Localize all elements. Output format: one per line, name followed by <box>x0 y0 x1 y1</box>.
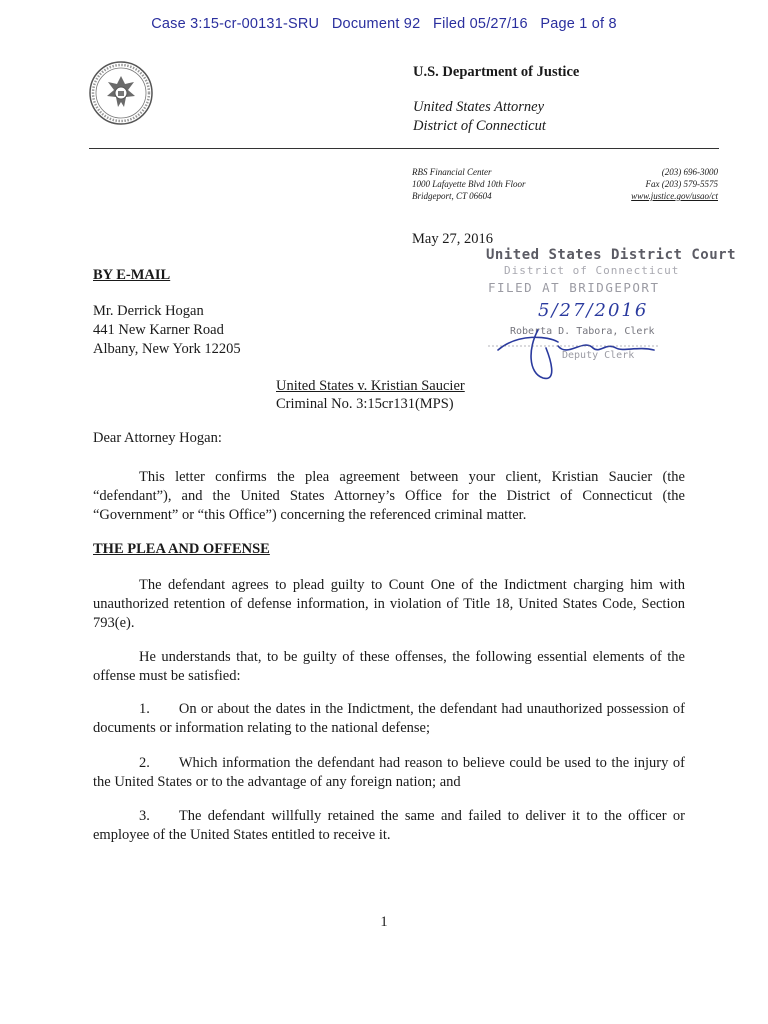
letterhead-divider <box>89 148 719 149</box>
recipient-address <box>93 302 241 359</box>
stamp-court-name: United States District Court <box>486 247 737 263</box>
clerk-signature-icon <box>488 328 658 388</box>
case-caption <box>276 377 465 413</box>
case-name: United States v. Kristian Saucier <box>276 378 465 394</box>
ecf-filing-header: Case 3:15-cr-00131-SRU Document 92 Filed 05/27/16 Page 1 of 8 <box>151 16 617 32</box>
stamp-district: District of Connecticut <box>504 264 680 277</box>
salutation: Dear Attorney Hogan: <box>93 430 222 446</box>
address-building: RBS Financial Center <box>412 167 492 177</box>
office-contact <box>560 166 718 202</box>
recipient-street: 441 New Karner Road <box>93 322 224 338</box>
element-item: 2. Which information the defendant had reason to believe could be used to the injury of the United States or to the advantage of any foreign nation; and <box>93 755 685 790</box>
office-district: District of Connecticut <box>413 118 546 134</box>
doj-seal-icon <box>88 60 154 126</box>
delivery-method: BY E-MAIL <box>93 267 171 283</box>
office-website-link[interactable]: www.justice.gov/usao/ct <box>631 191 718 201</box>
plea-paragraph: The defendant agrees to plead guilty to Count One of the Indictment charging him with unauthorized retention of defense information, in violation of Title 18, United States Code, Section 793(e). <box>93 577 685 631</box>
office-phone: (203) 696-3000 <box>661 167 718 177</box>
office-title: United States Attorney <box>413 99 545 115</box>
office-fax: Fax (203) 579-5575 <box>645 179 718 189</box>
court-filing-stamp <box>484 242 737 392</box>
address-city: Bridgeport, CT 06604 <box>412 191 492 201</box>
office-address <box>412 166 525 202</box>
intro-paragraph: This letter confirms the plea agreement between your client, Kristian Saucier (the “defendant”), and the United States Attorney’s Office for the District of Connecticut (the “Government” or “this Office”) concerning the referenced criminal matter. <box>93 469 685 523</box>
address-street: 1000 Lafayette Blvd 10th Floor <box>412 179 526 189</box>
section-heading: THE PLEA AND OFFENSE <box>93 541 270 557</box>
recipient-city: Albany, New York 12205 <box>93 341 241 357</box>
letter-date: May 27, 2016 <box>412 231 493 247</box>
department-name: U.S. Department of Justice <box>413 64 580 80</box>
element-item: 3. The defendant willfully retained the same and failed to deliver it to the officer or employee of the United States entitled to receive it. <box>93 808 685 843</box>
stamp-deputy-clerk: Deputy Clerk <box>562 350 635 361</box>
element-item: 1. On or about the dates in the Indictment, the defendant had unauthorized possession of documents or information relating to the national defense; <box>93 701 685 736</box>
stamp-clerk: Roberta D. Tabora, Clerk <box>510 326 655 337</box>
elements-intro-paragraph: He understands that, to be guilty of these offenses, the following essential elements of the offense must be satisfied: <box>93 649 685 684</box>
case-number: Criminal No. 3:15cr131(MPS) <box>276 396 454 412</box>
stamp-filed-at: FILED AT BRIDGEPORT <box>488 280 660 295</box>
recipient-name: Mr. Derrick Hogan <box>93 303 204 319</box>
page-number: 1 <box>380 914 388 930</box>
stamp-handwritten-date: 5/27/2016 <box>538 300 649 321</box>
